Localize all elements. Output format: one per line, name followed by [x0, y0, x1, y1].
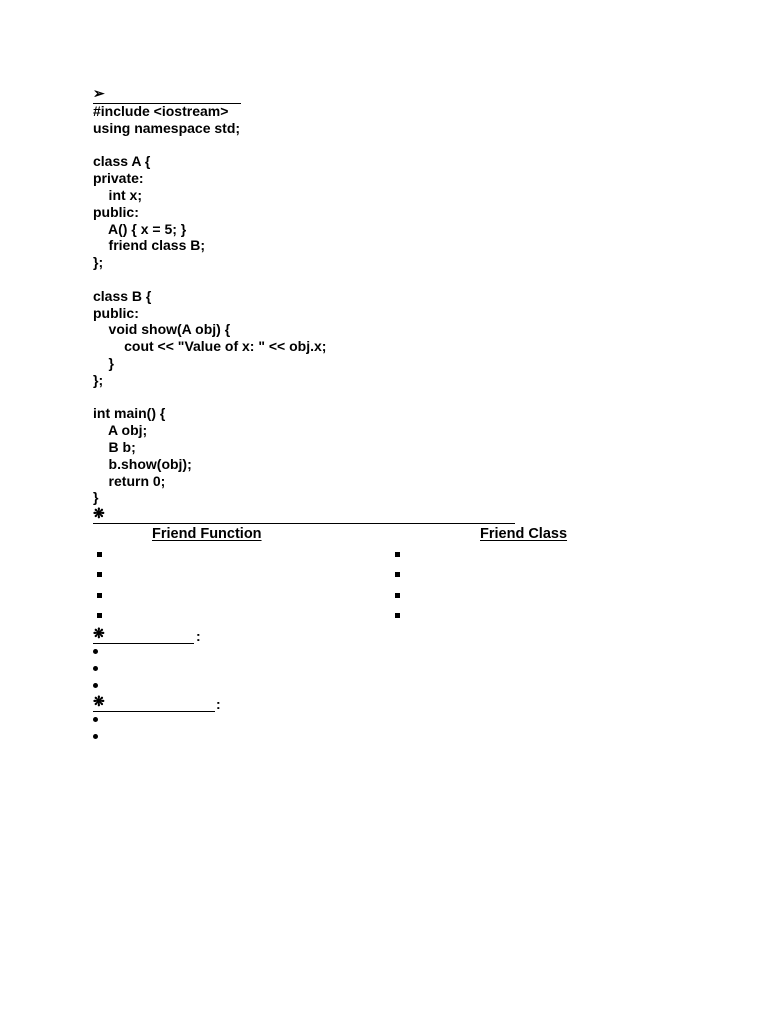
- section-heading-underline: [93, 627, 194, 644]
- code-line: private:: [93, 170, 144, 187]
- code-line: int main() {: [93, 405, 166, 422]
- round-bullet-icon: [93, 734, 98, 739]
- code-line: public:: [93, 304, 139, 321]
- section-heading-colon: :: [196, 628, 201, 644]
- square-bullet-icon: [97, 613, 102, 618]
- round-bullet-icon: [93, 683, 98, 688]
- code-line: b.show(obj);: [93, 455, 192, 472]
- square-bullet-icon: [395, 613, 400, 618]
- square-bullet-icon: [395, 552, 400, 557]
- code-line: [93, 389, 326, 406]
- code-line: int x;: [93, 186, 142, 203]
- round-bullet-icon: [93, 649, 98, 654]
- star-bullet-icon: ❋: [93, 625, 105, 641]
- code-line: A() { x = 5; }: [93, 220, 187, 237]
- code-line: }: [93, 489, 99, 506]
- code-line: };: [93, 371, 104, 388]
- code-line: cout << "Value of x: " << obj.x;: [93, 338, 327, 355]
- code-line: class B {: [93, 287, 152, 304]
- square-bullet-icon: [395, 593, 400, 598]
- friend-function-header: Friend Function: [152, 526, 262, 542]
- heading-underline: [93, 87, 241, 104]
- code-block: [93, 103, 326, 506]
- section-heading-underline: [93, 695, 215, 712]
- code-line: [93, 271, 326, 288]
- code-line: };: [93, 254, 104, 271]
- square-bullet-icon: [97, 552, 102, 557]
- round-bullet-icon: [93, 717, 98, 722]
- code-line: }: [93, 354, 115, 371]
- code-line: #include <iostream>: [93, 103, 229, 119]
- section-heading-colon: :: [216, 696, 221, 712]
- code-line: return 0;: [93, 472, 166, 489]
- comparison-heading-underline: [93, 507, 515, 524]
- code-line: A obj;: [93, 422, 148, 439]
- code-line: void show(A obj) {: [93, 321, 231, 338]
- code-line: public:: [93, 203, 139, 220]
- code-line: B b;: [93, 438, 136, 455]
- code-line: using namespace std;: [93, 119, 241, 136]
- round-bullet-icon: [93, 666, 98, 671]
- square-bullet-icon: [395, 572, 400, 577]
- star-bullet-icon: ❋: [93, 505, 105, 521]
- code-line: class A {: [93, 153, 151, 170]
- code-line: friend class B;: [93, 237, 206, 254]
- square-bullet-icon: [97, 572, 102, 577]
- arrow-bullet-icon: ➢: [93, 85, 105, 101]
- friend-class-header: Friend Class: [480, 526, 568, 542]
- square-bullet-icon: [97, 593, 102, 598]
- code-line: [93, 137, 326, 154]
- star-bullet-icon: ❋: [93, 693, 105, 709]
